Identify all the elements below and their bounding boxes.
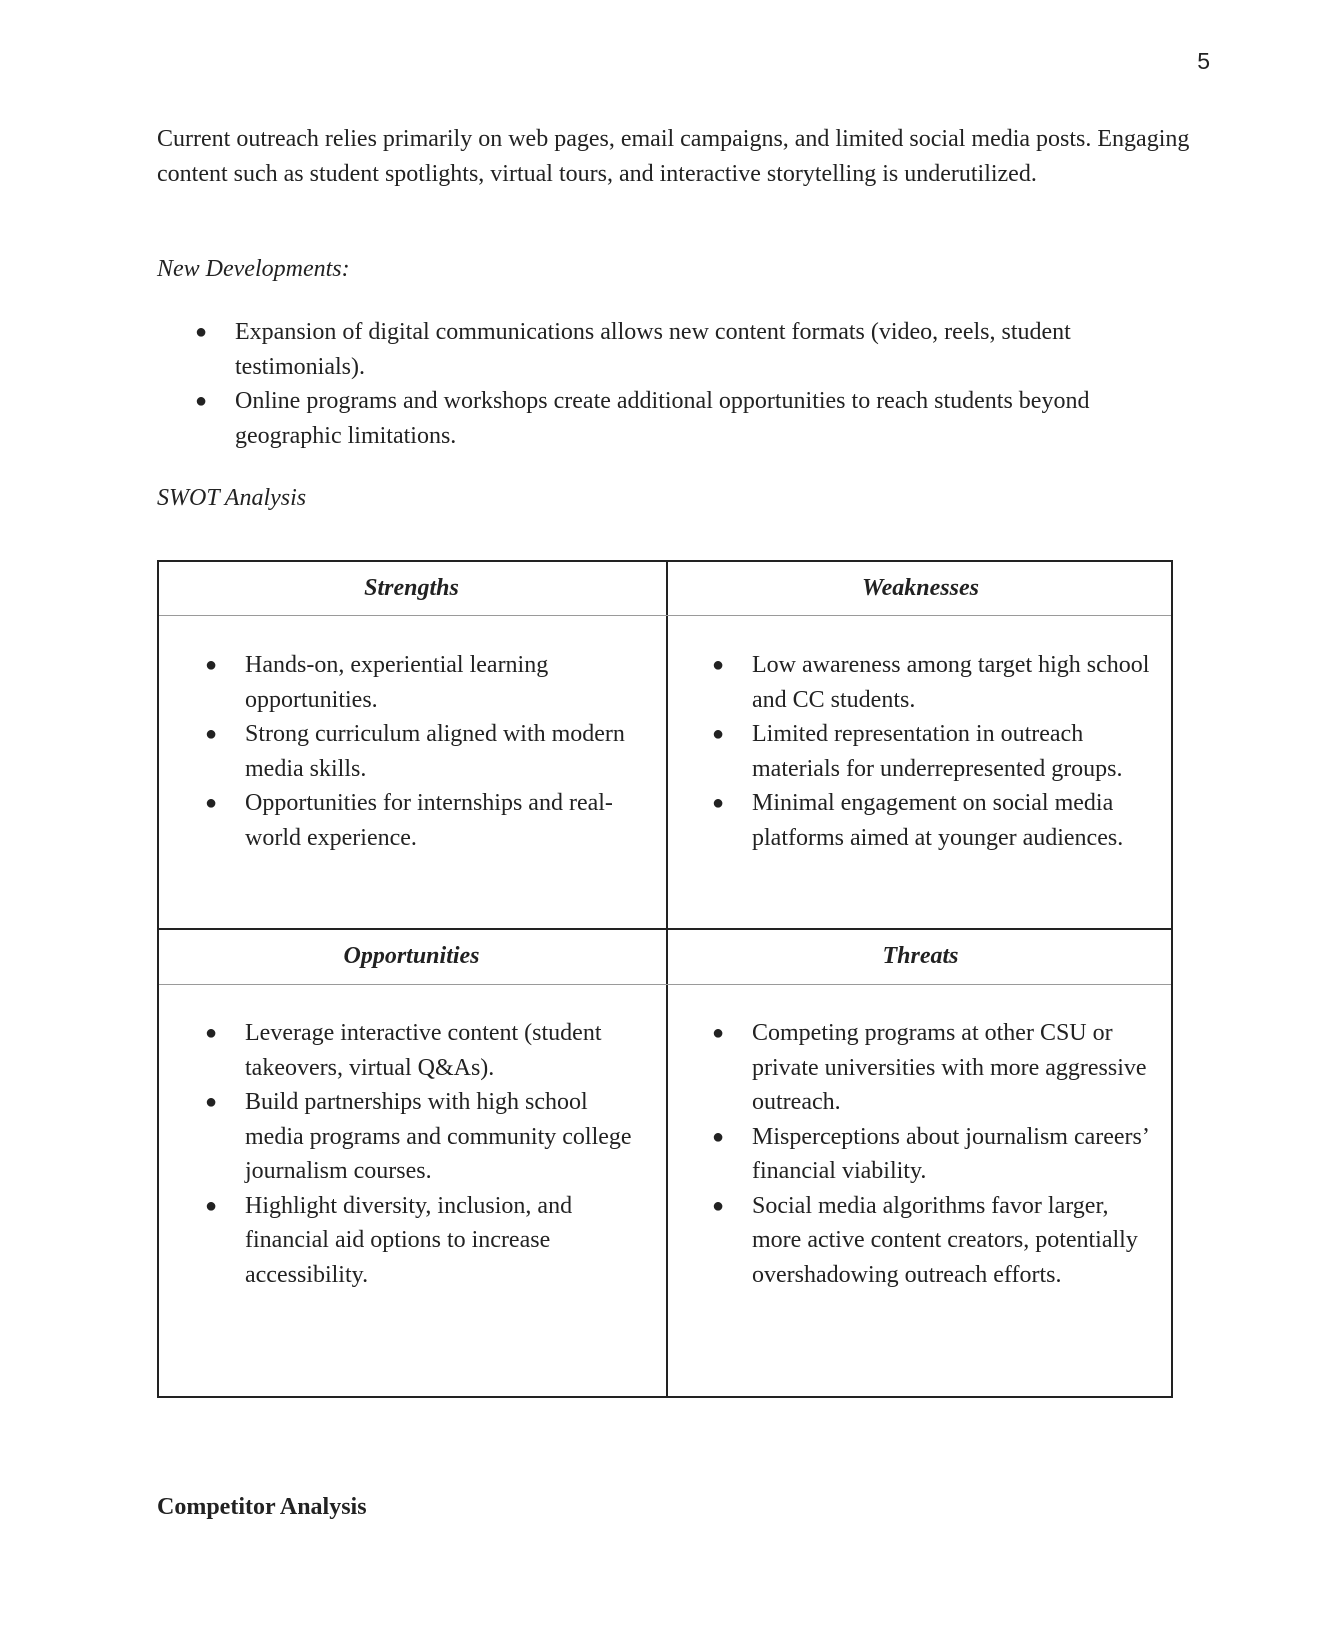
competitor-analysis-heading: Competitor Analysis xyxy=(157,1494,367,1520)
list-item-text: Build partnerships with high school media programs and community college journalism courses. xyxy=(245,1089,632,1184)
strengths-list xyxy=(205,648,650,855)
list-item xyxy=(205,1016,650,1085)
list-item-text: Minimal engagement on social media platforms aimed at younger audiences. xyxy=(752,790,1124,851)
list-item-text: Hands-on, experiential learning opportunities. xyxy=(245,652,549,713)
list-item-text: Highlight diversity, inclusion, and financial aid options to increase accessibility. xyxy=(245,1192,573,1288)
bullet-icon: ● xyxy=(205,723,218,745)
weaknesses-list xyxy=(712,648,1157,855)
bullet-icon: ● xyxy=(712,1194,725,1217)
bullet-icon: ● xyxy=(205,1194,218,1217)
bullet-icon: ● xyxy=(205,792,218,814)
list-item xyxy=(205,1189,650,1293)
list-item-text: Opportunities for internships and real-world experience. xyxy=(245,790,613,851)
list-item xyxy=(205,786,650,855)
strengths-header: Strengths xyxy=(364,575,459,601)
header-divider-bottom xyxy=(159,984,1171,985)
opportunities-header: Opportunities xyxy=(343,943,480,969)
new-developments-heading: New Developments: xyxy=(157,256,350,282)
bullet-icon: ● xyxy=(712,1125,725,1148)
opportunities-list xyxy=(205,1016,650,1292)
header-divider-top xyxy=(159,615,1171,616)
list-item-text: Strong curriculum aligned with modern media skills. xyxy=(245,721,625,782)
bullet-icon: ● xyxy=(712,1022,725,1044)
list-item-text: Online programs and workshops create additional opportunities to reach students beyond geographic limitations. xyxy=(235,388,1090,449)
list-item-text: Limited representation in outreach materials for underrepresented groups. xyxy=(752,721,1123,782)
new-developments-list xyxy=(195,315,1195,453)
list-item xyxy=(712,786,1157,855)
list-item xyxy=(712,717,1157,786)
threats-list xyxy=(712,1016,1157,1292)
list-item-text: Expansion of digital communications allows new content formats (video, reels, student testimonials). xyxy=(235,319,1071,380)
page-number: 5 xyxy=(1197,48,1210,74)
list-item-text: Leverage interactive content (student takeovers, virtual Q&As). xyxy=(245,1020,602,1081)
list-item xyxy=(712,1120,1157,1189)
weaknesses-header: Weaknesses xyxy=(862,575,979,601)
list-item xyxy=(205,717,650,786)
list-item xyxy=(712,1189,1157,1293)
bullet-icon: ● xyxy=(712,654,725,676)
bullet-icon: ● xyxy=(195,321,208,343)
bullet-icon: ● xyxy=(195,390,208,412)
list-item-text: Competing programs at other CSU or private universities with more aggressive outreach. xyxy=(752,1020,1147,1115)
swot-heading: SWOT Analysis xyxy=(157,485,307,511)
bullet-icon: ● xyxy=(205,1091,218,1113)
bullet-icon: ● xyxy=(205,1022,218,1044)
list-item xyxy=(195,315,1195,384)
list-item-text: Social media algorithms favor larger, more active content creators, potentially overshadowing outreach efforts. xyxy=(752,1192,1138,1288)
list-item xyxy=(712,648,1157,717)
list-item xyxy=(712,1016,1157,1120)
list-item-text: Misperceptions about journalism careers’ financial viability. xyxy=(752,1123,1149,1184)
list-item xyxy=(195,384,1195,453)
bullet-icon: ● xyxy=(712,792,725,814)
list-item-text: Low awareness among target high school and CC students. xyxy=(752,652,1150,713)
list-item xyxy=(205,648,650,717)
bullet-icon: ● xyxy=(205,654,218,676)
bullet-icon: ● xyxy=(712,723,725,745)
list-item xyxy=(205,1085,650,1189)
swot-table xyxy=(157,560,1173,1398)
intro-paragraph: Current outreach relies primarily on web pages, email campaigns, and limited social media posts. Engaging content such as student spotlights, virtual tours, and interactive storytelling is underutilized. xyxy=(157,126,1190,187)
threats-header: Threats xyxy=(882,943,959,969)
